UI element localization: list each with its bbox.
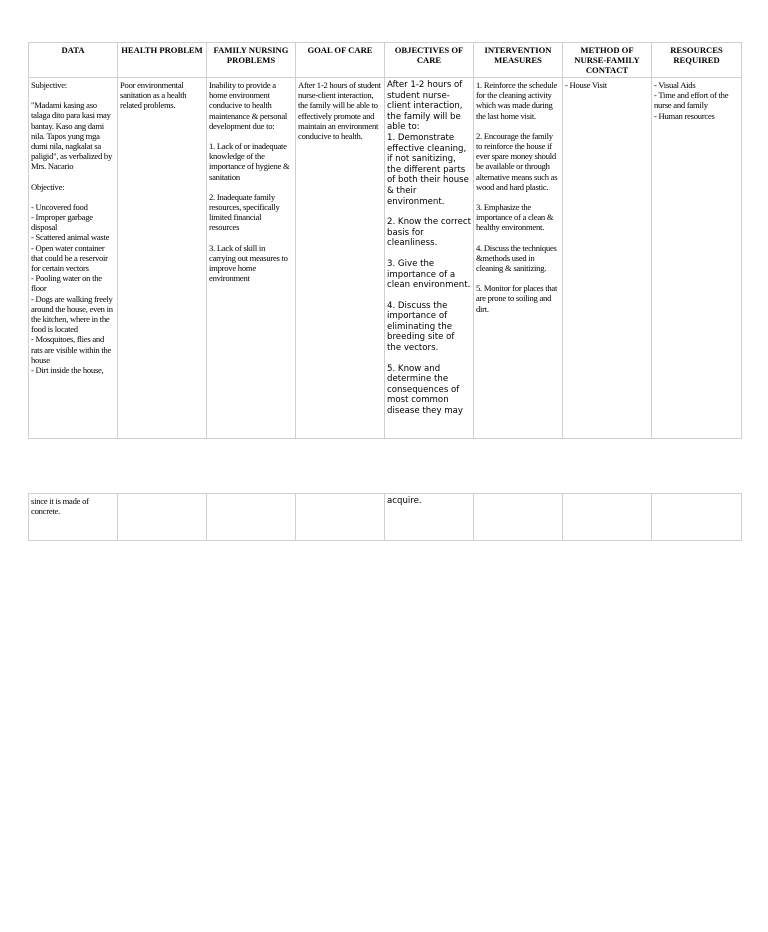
header-family-nursing-problems: FAMILY NURSING PROBLEMS (207, 43, 296, 78)
interventions-cell (474, 78, 563, 439)
family-nursing-cell (207, 78, 296, 439)
data-cell (29, 78, 118, 439)
method-cell (563, 78, 652, 439)
empty-cell (652, 494, 742, 541)
resource-item: - Human resources (654, 110, 715, 121)
header-objectives-of-care: OBJECTIVES OF CARE (385, 43, 474, 78)
subjective-label: Subjective: (31, 80, 67, 90)
intervention-item: 5. Monitor for places that are prone to soiling and dirt. (476, 283, 558, 314)
header-goal-of-care: GOAL OF CARE (296, 43, 385, 78)
goal-cell (296, 78, 385, 439)
health-problem-cell (118, 78, 207, 439)
table-row (29, 494, 742, 541)
header-method-of-contact: METHOD OF NURSE-FAMILY CONTACT (563, 43, 652, 78)
goal-text: After 1-2 hours of student nurse-client interaction, the family will be able to effectively promote and maintain an environment conducive to health. (298, 80, 381, 142)
objectives-item: 2. Know the correct basis for cleanliness. (387, 217, 471, 249)
subjective-quote: "Madami kasing aso talaga dito para kasi may bantay. Kaso ang dami nila. Tapos yung mga dumi nila, nagkalat sa paligid", as verbalized by Mrs. Nacario (31, 100, 113, 172)
objectives-cell (385, 78, 474, 439)
header-row (29, 43, 742, 78)
care-plan-table-page-1 (28, 42, 742, 439)
objectives-item: 3. Give the importance of a clean environment. (387, 258, 471, 291)
header-resources-required: RESOURCES REQUIRED (652, 43, 742, 78)
empty-cell (563, 494, 652, 541)
resources-cell (652, 78, 742, 439)
objectives-item: 1. Demonstrate effective cleaning, if not sanitizing, the different parts of both their house & their environment. (387, 132, 469, 207)
objective-label: Objective: (31, 181, 65, 192)
care-plan-table-page-2 (28, 493, 742, 541)
objective-item: - Scattered animal waste (31, 232, 110, 243)
header-data: DATA (29, 43, 118, 78)
objectives-continued-text: acquire. (387, 496, 422, 506)
intervention-item: 3. Emphasize the importance of a clean & healthy environment. (476, 202, 554, 233)
family-nursing-item: 1. Lack of or inadequate knowledge of the importance of hygiene & sanitation (209, 141, 290, 182)
data-continued-text: since it is made of concrete. (31, 496, 89, 517)
empty-cell (474, 494, 563, 541)
table-row (29, 78, 742, 439)
data-continued-cell (29, 494, 118, 541)
resource-item: - Visual Aids (654, 80, 696, 90)
intervention-item: 4. Discuss the techniques &methods used in cleaning & sanitizing. (476, 242, 557, 274)
empty-cell (118, 494, 207, 541)
health-problem-text: Poor environmental sanitation as a health related problems. (120, 80, 187, 111)
objective-item: - Pooling water on the floor (31, 273, 102, 294)
objectives-item: 4. Discuss the importance of eliminating the breeding site of the vectors. (387, 300, 455, 354)
header-intervention-measures: INTERVENTION MEASURES (474, 43, 563, 78)
empty-cell (207, 494, 296, 541)
objective-item: - Dogs are walking freely around the house, even in the kitchen, where in the food is located (31, 293, 113, 335)
objective-item: - Mosquitoes, flies and rats are visible within the house (31, 334, 112, 365)
family-nursing-item: 2. Inadequate family resources, specifically limited financial resources (209, 191, 280, 233)
objective-item: - Improper garbage disposal (31, 212, 93, 233)
intervention-item: 1. Reinforce the schedule for the cleaning activity which was made during the last home visit. (476, 80, 558, 121)
family-nursing-item: 3. Lack of skill in carrying out measures to improve home environment (209, 242, 288, 284)
method-text: - House Visit (565, 80, 607, 90)
objectives-intro: After 1-2 hours of student nurse-client interaction, the family will be able to: (387, 80, 463, 133)
intervention-item: 2. Encourage the family to reinforce the house if ever spare money should be available or through alternative means such as wood and hard plastic. (476, 130, 558, 192)
empty-cell (296, 494, 385, 541)
header-health-problem: HEALTH PROBLEM (118, 43, 207, 78)
objectives-continued-cell (385, 494, 474, 541)
objective-item: - Uncovered food (31, 201, 88, 212)
objective-item: - Open water container that could be a reservoir for certain vectors (31, 242, 108, 274)
objective-item: - Dirt inside the house, (31, 365, 104, 376)
resource-item: - Time and effort of the nurse and family (654, 90, 729, 111)
family-nursing-intro: Inability to provide a home environment conducive to health maintenance & personal development due to: (209, 80, 288, 131)
objectives-item: 5. Know and determine the consequences of most common disease they may (387, 363, 464, 417)
